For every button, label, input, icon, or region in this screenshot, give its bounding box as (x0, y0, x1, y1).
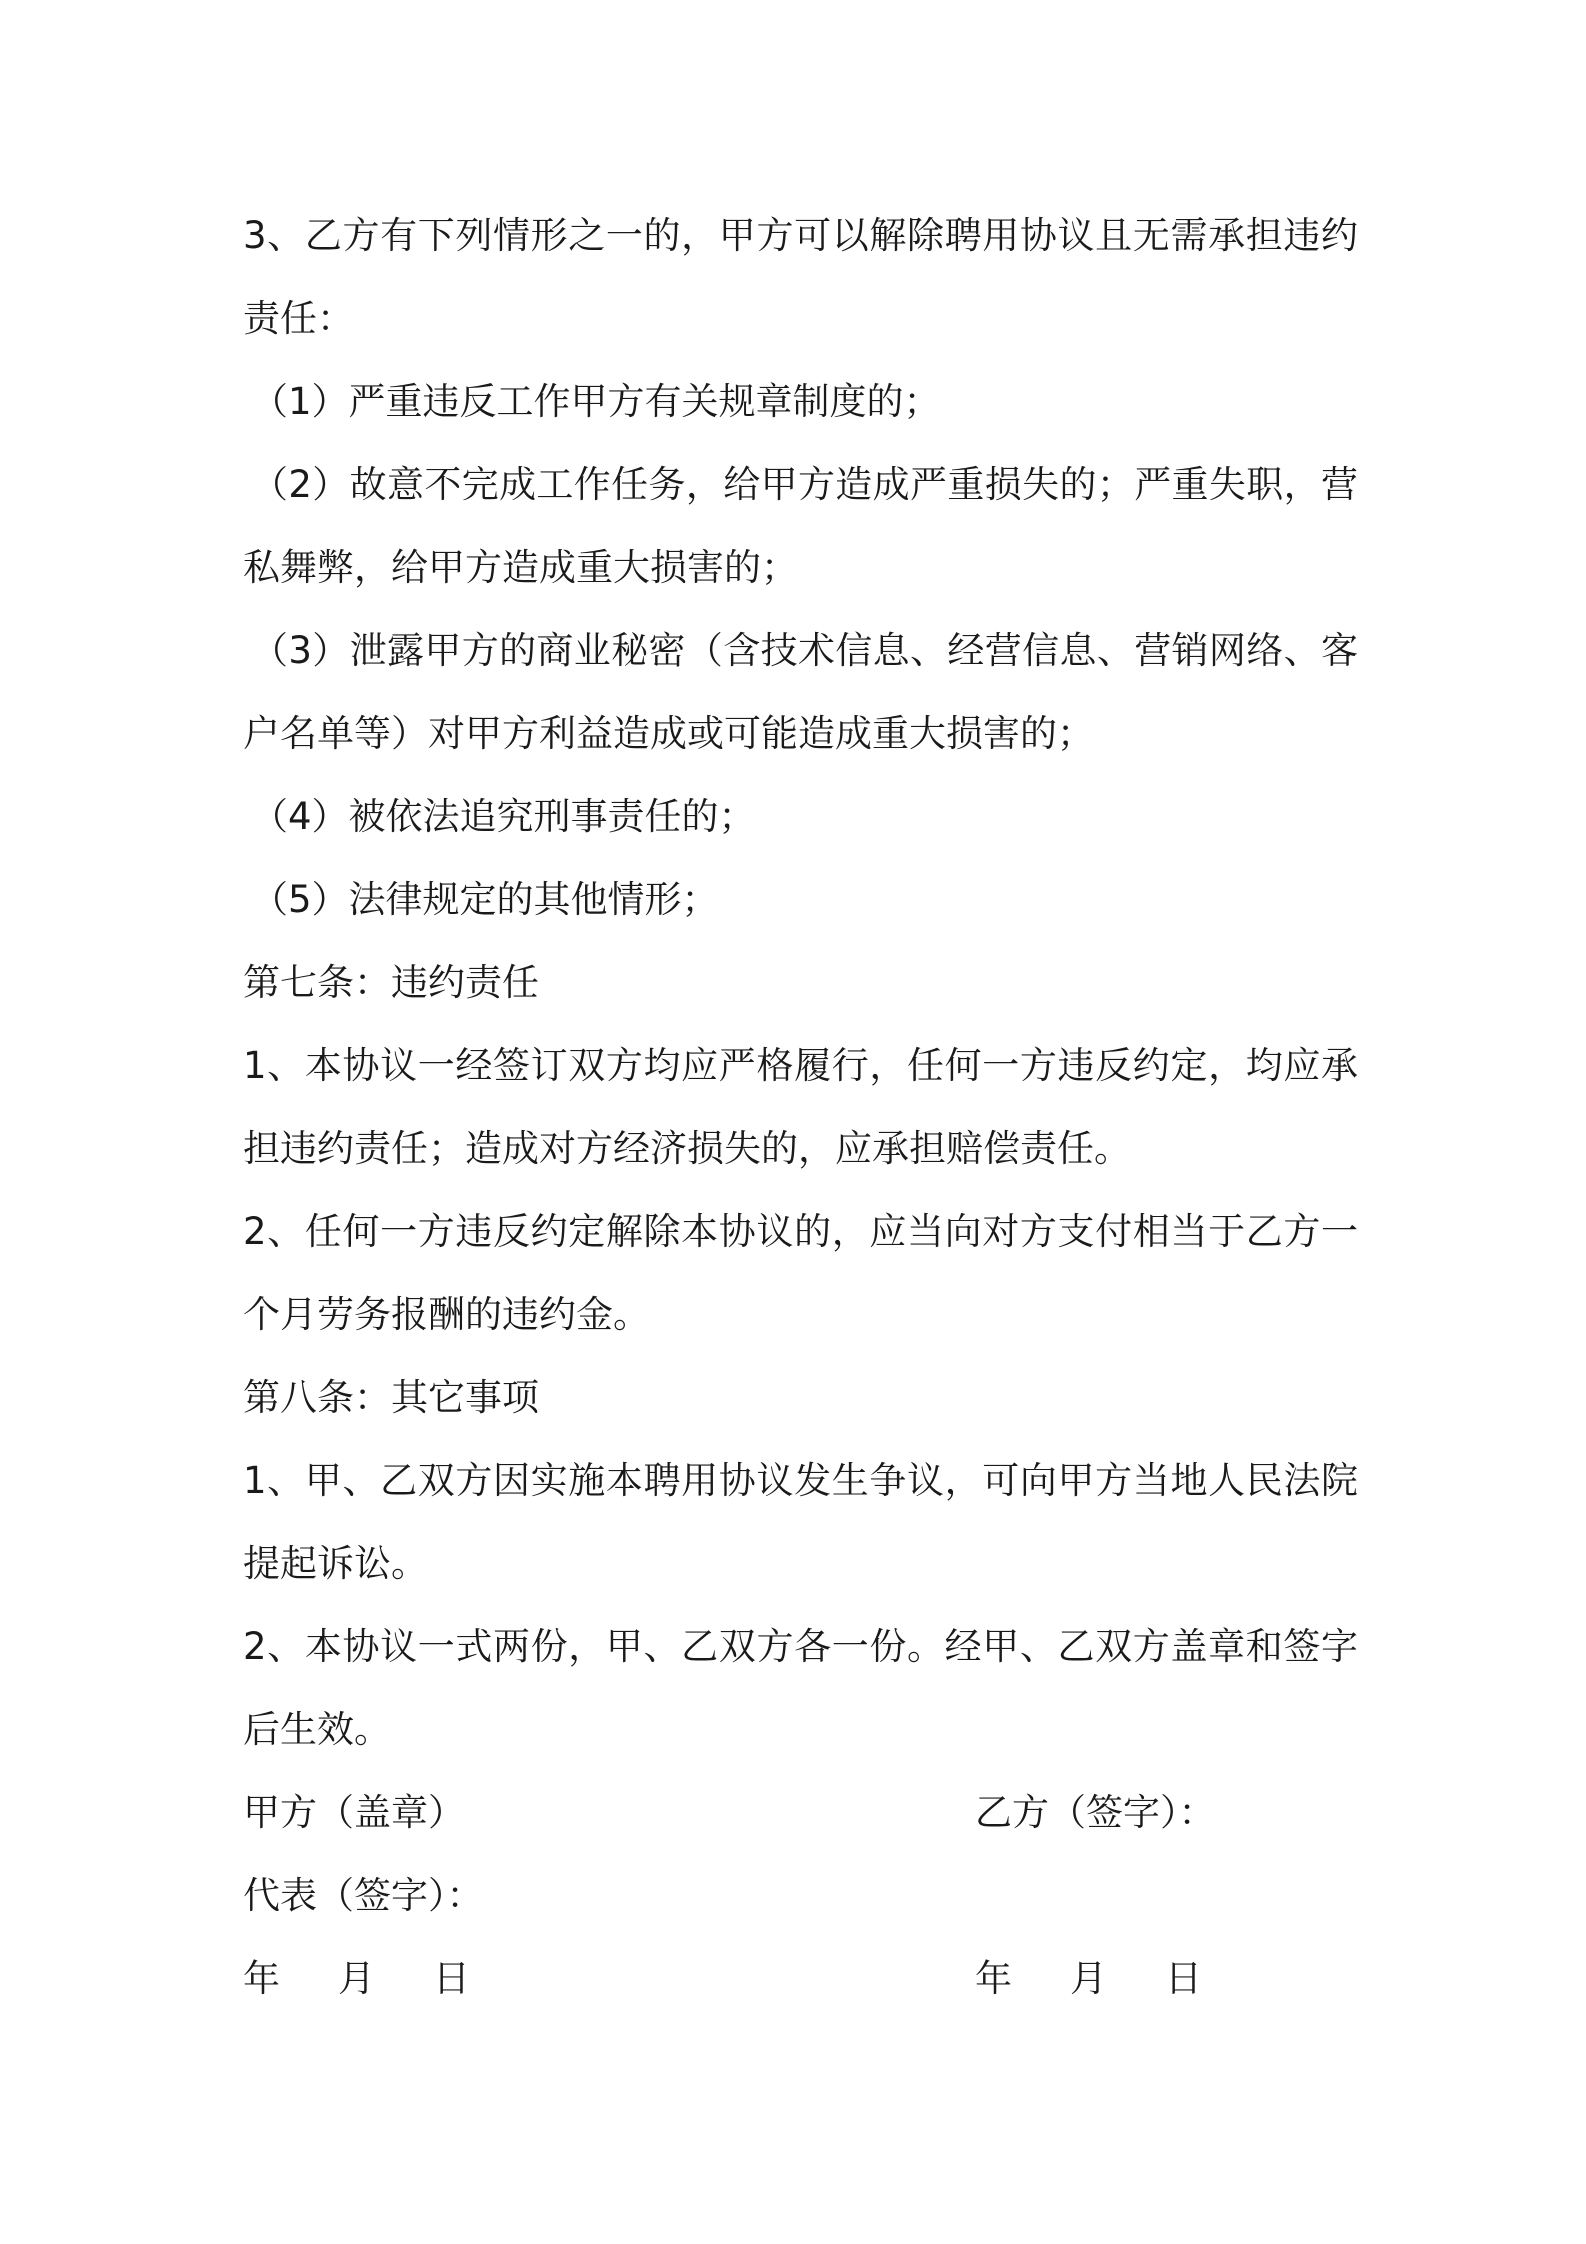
party-a-date-day: 日 (433, 1957, 470, 2000)
signature-row-representative (243, 1854, 1358, 1937)
clause6-item3-intro: 3、乙方有下列情形之一的，甲方可以解除聘用协议且无需承担违约责任： (243, 214, 1358, 340)
clause8-item-1: 1、甲、乙双方因实施本聘用协议发生争议，可向甲方当地人民法院提起诉讼。 (243, 1459, 1358, 1585)
signature-row-parties (243, 1771, 1358, 1854)
clause7-item-1: 1、本协议一经签订双方均应严格履行，任何一方违反约定，均应承担违约责任；造成对方经济损失的，应承担赔偿责任。 (243, 1044, 1358, 1170)
party-b-date-year: 年 (975, 1957, 1012, 2000)
party-a-date (243, 1937, 470, 2020)
clause6-case-4: （4）被依法追究刑事责任的； (251, 795, 756, 838)
clause7-item-2: 2、任何一方违反约定解除本协议的，应当向对方支付相当于乙方一个月劳务报酬的违约金。 (243, 1210, 1358, 1336)
party-b-sign-label: 乙方（签字）： (975, 1791, 1216, 1834)
party-a-date-year: 年 (243, 1957, 280, 2000)
party-b-date-month: 月 (1070, 1957, 1107, 2000)
clause6-case-3: （3）泄露甲方的商业秘密（含技术信息、经营信息、营销网络、客户名单等）对甲方利益造成或可能造成重大损害的； (243, 629, 1358, 755)
signature-row-dates (243, 1937, 1358, 2020)
party-a-date-month: 月 (338, 1957, 375, 2000)
representative-sign-label: 代表（签字）： (243, 1874, 484, 1917)
clause8-item-2: 2、本协议一式两份，甲、乙双方各一份。经甲、乙双方盖章和签字后生效。 (243, 1625, 1358, 1751)
party-b-date (975, 1937, 1202, 2020)
party-b-date-day: 日 (1165, 1957, 1202, 2000)
contract-body (243, 194, 1358, 2020)
clause6-case-2: （2）故意不完成工作任务，给甲方造成严重损失的；严重失职，营私舞弊，给甲方造成重大损害的； (243, 463, 1358, 589)
clause8-heading: 第八条：其它事项 (243, 1376, 539, 1419)
clause7-heading: 第七条：违约责任 (243, 961, 539, 1004)
clause6-case-5: （5）法律规定的其他情形； (251, 878, 719, 921)
clause6-case-1: （1）严重违反工作甲方有关规章制度的； (251, 380, 941, 423)
party-a-seal-label: 甲方（盖章） (243, 1791, 465, 1834)
